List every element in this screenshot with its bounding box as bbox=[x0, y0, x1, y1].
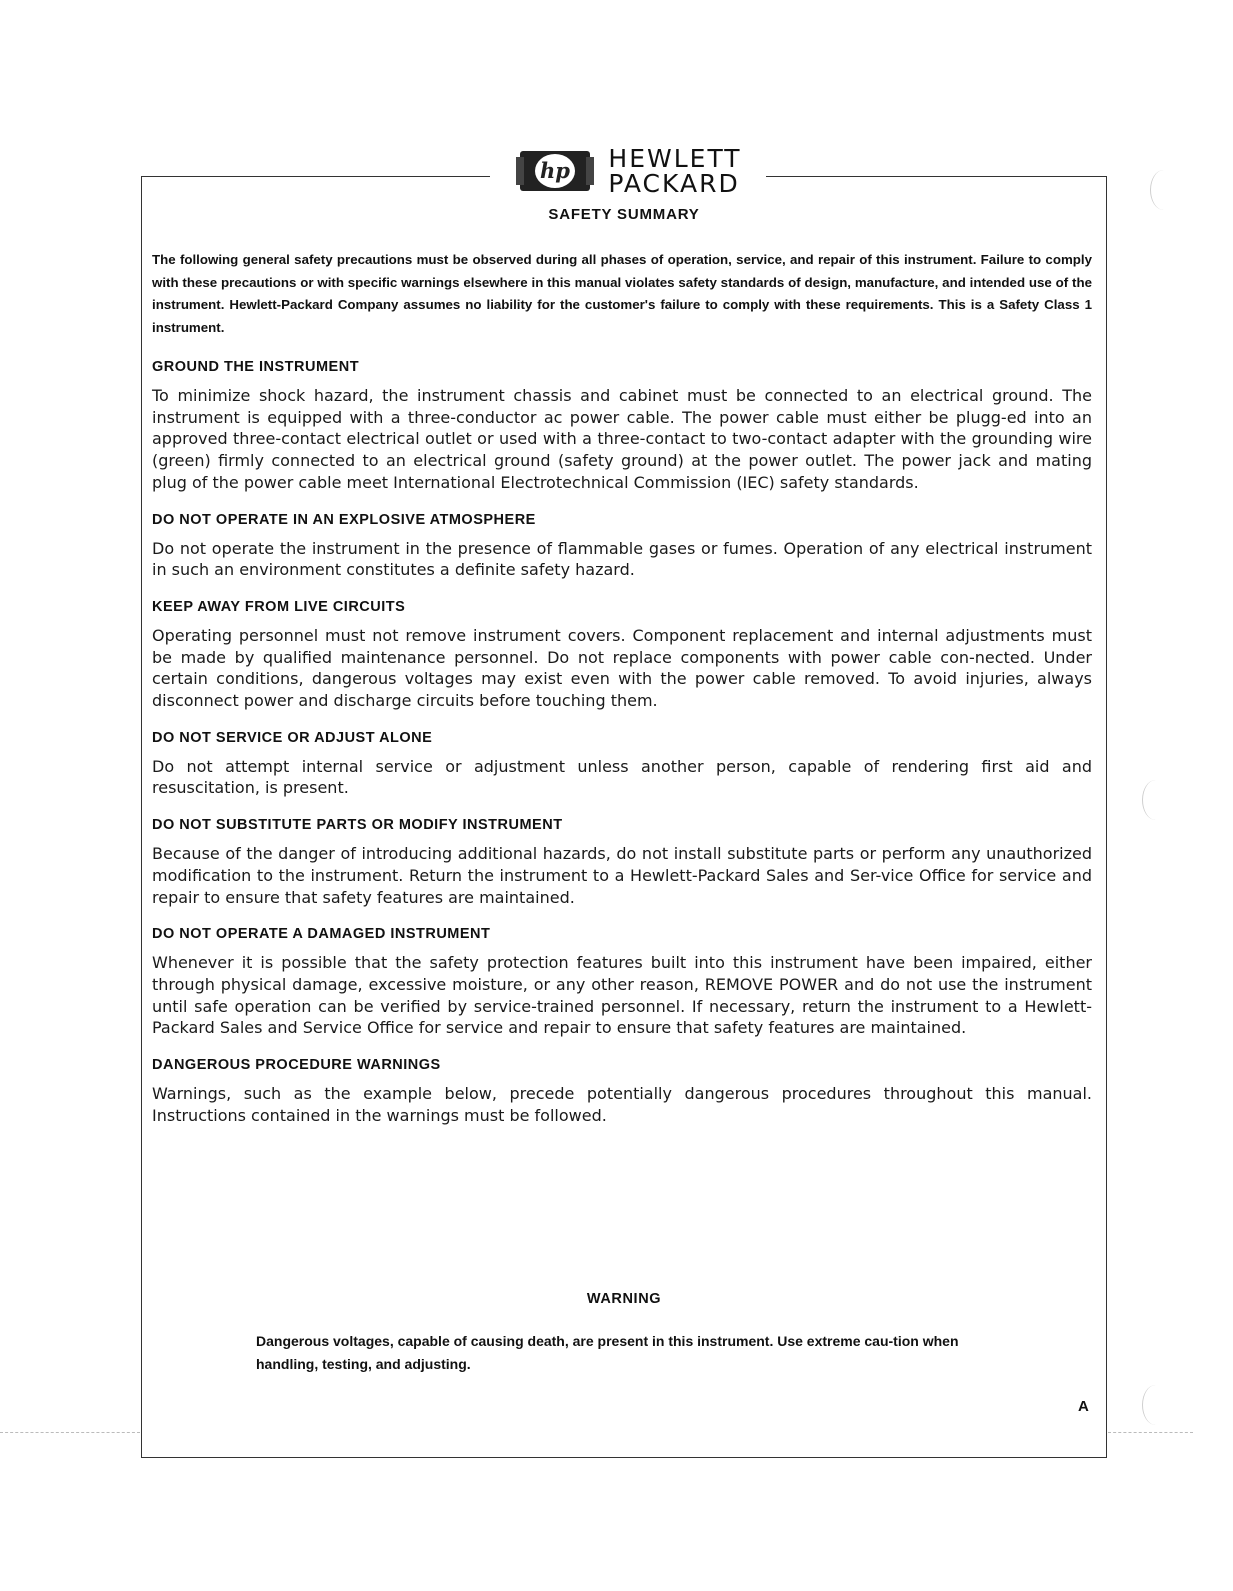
hp-logo-letters: hp bbox=[540, 158, 571, 183]
binder-hole-mark bbox=[1150, 170, 1177, 210]
intro-paragraph: The following general safety precautions must be observed during all phases of operation, service, and repair of this instrument. Failure to comply with these precautions or with specific warnings elsewhere in this manual violates safety standards of design, manufacture, and intended use of the instrument. Hewlett-Packard Company assumes no liability for the customer's failure to comply with these requirements. This is a Safety Class 1 instrument. bbox=[152, 252, 1092, 335]
section-heading: DO NOT OPERATE A DAMAGED INSTRUMENT bbox=[152, 926, 491, 943]
section-service-alone bbox=[152, 730, 1092, 799]
binder-hole-mark bbox=[1142, 1385, 1169, 1425]
hewlett-packard-logo bbox=[490, 142, 766, 200]
section-heading: DO NOT OPERATE IN AN EXPLOSIVE ATMOSPHERE bbox=[152, 511, 536, 528]
section-body: Operating personnel must not remove instrument covers. Component replacement and internal adjustments must be made by qualified maintenance personnel. Do not replace components with power cable con-nected. Under certain conditions, dangerous voltages may exist even with the power cable removed. To avoid injuries, always disconnect power and discharge circuits before touching them. bbox=[152, 625, 1092, 711]
brand-line-1: HEWLETT bbox=[608, 144, 742, 173]
section-body: Do not operate the instrument in the presence of flammable gases or fumes. Operation of any electrical instrument in such an environment constitutes a definite safety hazard. bbox=[152, 538, 1092, 580]
section-heading: DO NOT SUBSTITUTE PARTS OR MODIFY INSTRUMENT bbox=[152, 817, 563, 834]
section-body: Whenever it is possible that the safety protection features built into this instrument have been impaired, either through physical damage, excessive moisture, or any other reason, REMOVE POWER and do not use the instrument until safe operation can be verified by service-trained personnel. If necessary, return the instrument to a Hewlett-Packard Sales and Service Office for service and repair to ensure that safety features are maintained. bbox=[152, 953, 1092, 1038]
section-explosive bbox=[152, 512, 1092, 581]
warning-heading: WARNING bbox=[586, 1291, 662, 1307]
section-body: Warnings, such as the example below, precede potentially dangerous procedures throughout this manual. Instructions contained in the warnings must be followed. bbox=[152, 1084, 1092, 1125]
section-ground bbox=[152, 359, 1092, 494]
section-heading: GROUND THE INSTRUMENT bbox=[152, 359, 360, 375]
page-edge-line bbox=[1108, 1432, 1193, 1433]
page-letter: A bbox=[1078, 1398, 1089, 1415]
section-damaged-instrument bbox=[152, 926, 1092, 1039]
section-heading: DANGEROUS PROCEDURE WARNINGS bbox=[152, 1057, 441, 1074]
section-body: Because of the danger of introducing additional hazards, do not install substitute parts or perform any unauthorized modification to the instrument. Return the instrument to a Hewlett-Packard Sales and Ser-vice Office for service and repair to ensure that safety features are maintained. bbox=[152, 844, 1092, 907]
page-title: SAFETY SUMMARY bbox=[548, 206, 700, 223]
safety-content bbox=[152, 249, 1092, 1144]
warning-body: Dangerous voltages, capable of causing death, are present in this instrument. Use extreme cau-tion when handling, testing, and adjusting. bbox=[256, 1333, 959, 1372]
section-procedure-warnings bbox=[152, 1057, 1092, 1126]
section-live-circuits bbox=[152, 599, 1092, 712]
section-heading: DO NOT SERVICE OR ADJUST ALONE bbox=[152, 729, 433, 746]
section-body: Do not attempt internal service or adjustment unless another person, capable of rendering first aid and resuscitation, is present. bbox=[152, 756, 1092, 798]
binder-hole-mark bbox=[1142, 780, 1169, 820]
section-heading: KEEP AWAY FROM LIVE CIRCUITS bbox=[152, 598, 406, 615]
hp-logo-icon bbox=[514, 147, 596, 195]
brand-line-2: PACKARD bbox=[608, 169, 740, 198]
page-edge-line bbox=[0, 1432, 140, 1433]
section-body: To minimize shock hazard, the instrument chassis and cabinet must be connected to an electrical ground. The instrument is equipped with a three-conductor ac power cable. The power cable must either be plugg-ed into an approved three-contact electrical outlet or used with a three-contact to two-contact adapter with the grounding wire (green) firmly connected to an electrical ground (safety ground) at the power outlet. The power jack and mating plug of the power cable meet International Electrotechnical Commission (IEC) safety standards. bbox=[152, 386, 1092, 492]
section-substitute-parts bbox=[152, 817, 1092, 908]
